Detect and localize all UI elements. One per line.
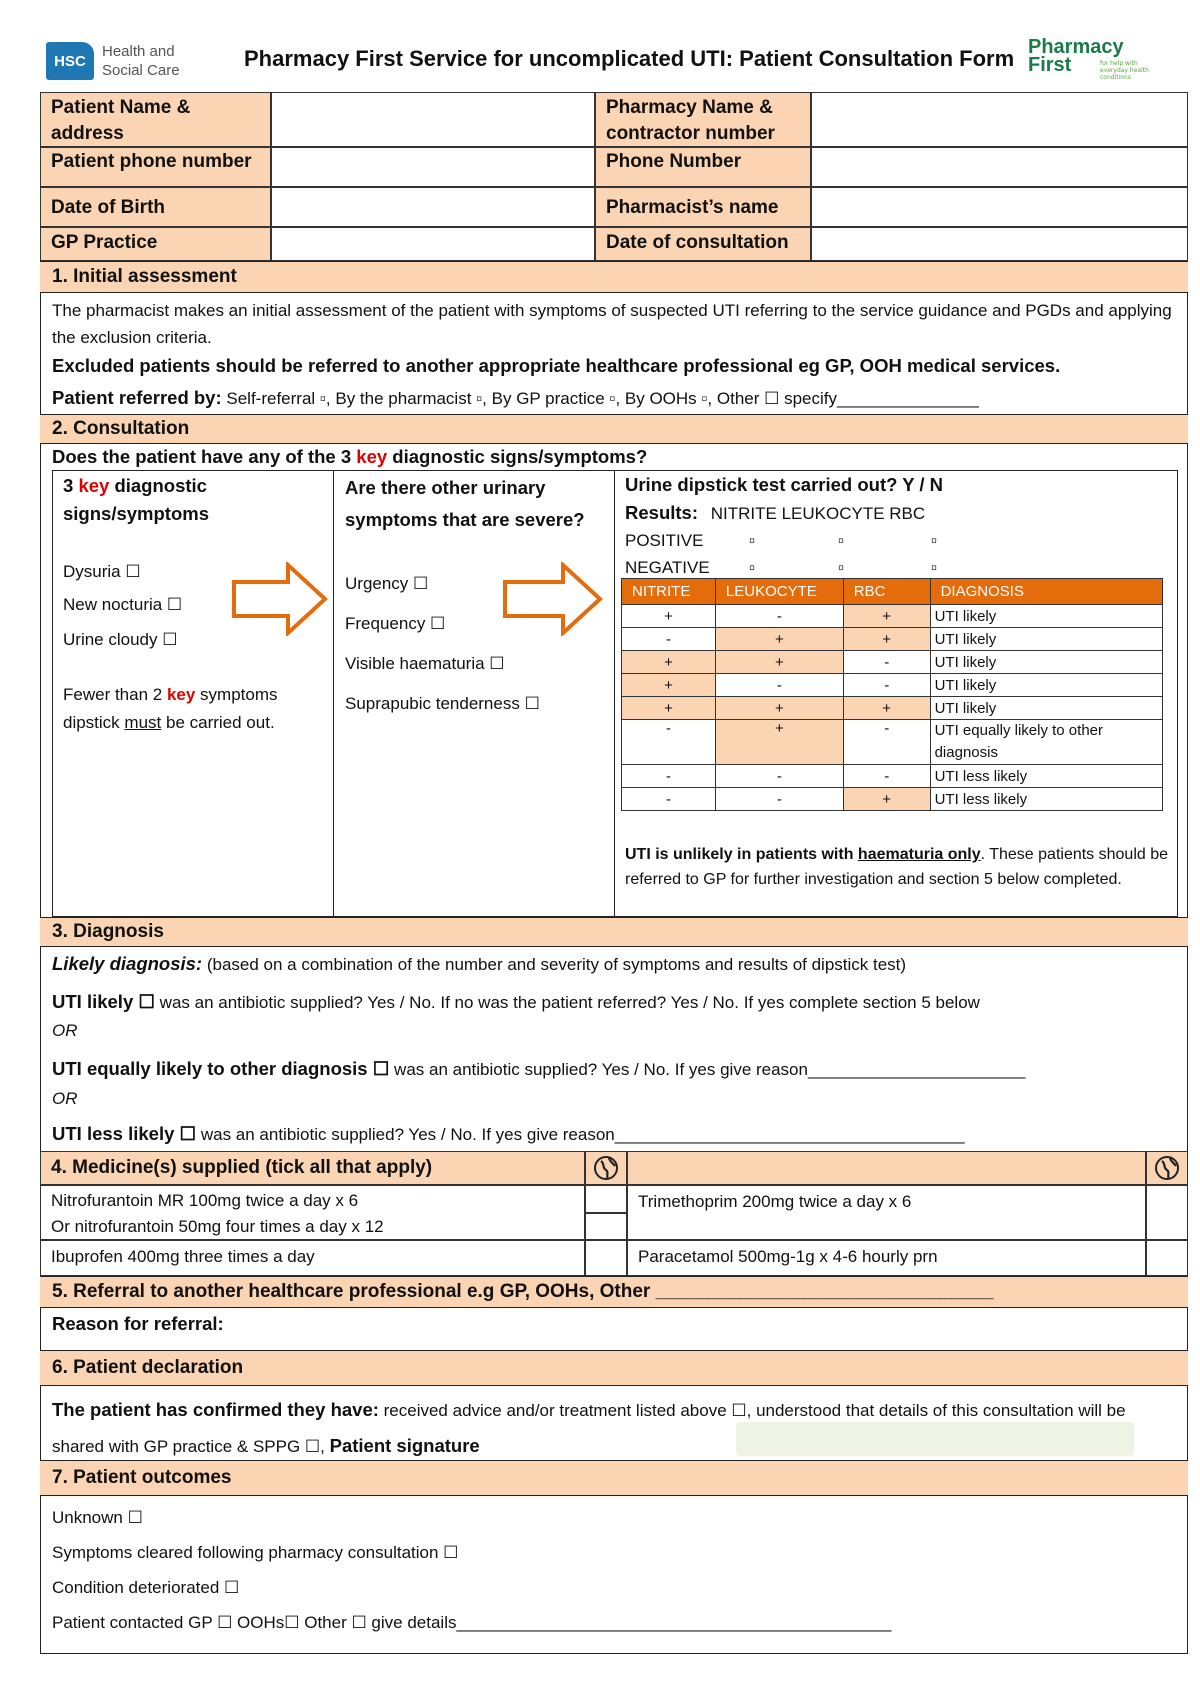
- referred-options[interactable]: Self-referral ▫, By the pharmacist ▫, By GP practice ▫, By OOHs ▫, Other ☐ specify_______________: [226, 389, 979, 408]
- outcome-unknown[interactable]: Unknown ☐: [52, 1508, 143, 1527]
- hsc-logo: [46, 42, 196, 82]
- section5-header: 5. Referral to another healthcare professional e.g GP, OOHs, Other ________________________________: [40, 1276, 1188, 1308]
- dob-field[interactable]: [271, 187, 595, 227]
- symptom-new-nocturia[interactable]: New nocturia ☐: [63, 595, 183, 614]
- negative-label: NEGATIVE: [625, 558, 710, 577]
- section1-excluded: Excluded patients should be referred to another appropriate healthcare professional eg GP, OOH medical services.: [52, 355, 1061, 376]
- symptom-dysuria[interactable]: Dysuria ☐: [63, 562, 141, 581]
- negative-rbc-checkbox[interactable]: ▫: [931, 558, 938, 577]
- uti-less-row[interactable]: UTI less likely ☐ was an antibiotic supplied? Yes / No. If yes give reason_____________________________________: [52, 1123, 965, 1144]
- pharmacy-name-field[interactable]: [811, 92, 1188, 147]
- section7-header: 7. Patient outcomes: [40, 1460, 1188, 1496]
- patient-phone-label: Patient phone number: [40, 147, 271, 187]
- dt-header-nitrite: NITRITE: [622, 579, 716, 605]
- phone-number-label: Phone Number: [595, 147, 811, 187]
- med-trimethoprim: Trimethoprim 200mg twice a day x 6: [627, 1185, 1146, 1240]
- section1-header: 1. Initial assessment: [40, 261, 1188, 293]
- section1-referred: Patient referred by: Self-referral ▫, By the pharmacist ▫, By GP practice ▫, By OOHs ▫, Other ☐ specify_______________: [52, 387, 979, 408]
- hsc-logo-text: Health and Social Care: [102, 43, 180, 79]
- haematuria-note: UTI is unlikely in patients with haematuria only. These patients should be referred to GP for further investigation and section 5 below completed.: [625, 846, 1169, 888]
- date-consultation-field[interactable]: [811, 227, 1188, 261]
- patient-signature-field[interactable]: [736, 1422, 1134, 1456]
- outcome-condition-deteriorated[interactable]: Condition deteriorated ☐: [52, 1578, 240, 1597]
- med-ibuprofen-checkbox[interactable]: [585, 1240, 627, 1276]
- pharmacy-first-logo: [1028, 38, 1158, 82]
- med-paracetamol-checkbox[interactable]: [1146, 1240, 1188, 1276]
- globe-icon: [593, 1155, 619, 1181]
- positive-rbc-checkbox[interactable]: ▫: [931, 531, 938, 550]
- dt-header-diagnosis: DIAGNOSIS: [930, 579, 1162, 605]
- grid-divider-2: [614, 470, 615, 917]
- gp-practice-field[interactable]: [271, 227, 595, 261]
- dt-row: - + - UTI equally likely to other diagnosis: [622, 720, 1163, 765]
- pharmacy-first-tagline: for help with everyday health conditions: [1100, 60, 1149, 81]
- section4-icon-cell-right: [1146, 1151, 1188, 1185]
- dt-row: + - + UTI likely: [622, 605, 1163, 628]
- dt-row: - - + UTI less likely: [622, 788, 1163, 811]
- grid-divider-1: [333, 470, 334, 917]
- referral-reason-label: Reason for referral:: [52, 1313, 224, 1334]
- med-ibuprofen: Ibuprofen 400mg three times a day: [40, 1240, 585, 1276]
- positive-label: POSITIVE: [625, 531, 704, 550]
- results-row: Results: NITRITE LEUKOCYTE RBC: [625, 502, 926, 523]
- dipstick-heading: Urine dipstick test carried out? Y / N: [625, 474, 944, 495]
- dt-row: + + + UTI likely: [622, 697, 1163, 720]
- pharmacy-first-logo-text: Pharmacy First: [1028, 36, 1124, 76]
- symptom-suprapubic-tenderness[interactable]: Suprapubic tenderness ☐: [345, 694, 540, 713]
- uti-likely-row[interactable]: UTI likely ☐ was an antibiotic supplied? Yes / No. If no was the patient referred? Yes / No. If yes complete section 5 below: [52, 991, 980, 1012]
- symptom-urgency[interactable]: Urgency ☐: [345, 574, 429, 593]
- section4-icon-cell: [585, 1151, 627, 1185]
- symptom-visible-haematuria[interactable]: Visible haematuria ☐: [345, 654, 505, 673]
- section6-header: 6. Patient declaration: [40, 1350, 1188, 1386]
- dt-header-row: [622, 579, 1163, 605]
- pharmacy-name-label: Pharmacy Name & contractor number: [595, 92, 811, 147]
- globe-icon: [1154, 1155, 1180, 1181]
- date-consultation-label: Date of consultation: [595, 227, 811, 261]
- or-separator: OR: [52, 1089, 78, 1108]
- dt-row: - + + UTI likely: [622, 628, 1163, 651]
- pharmacist-name-label: Pharmacist’s name: [595, 187, 811, 227]
- section4-header-right: [627, 1151, 1146, 1185]
- patient-phone-field[interactable]: [271, 147, 595, 187]
- arrow-right-icon: [503, 562, 603, 636]
- positive-nitrite-checkbox[interactable]: ▫: [749, 531, 756, 550]
- section2-question: Does the patient have any of the 3 key diagnostic signs/symptoms?: [52, 446, 648, 467]
- patient-name-field[interactable]: [271, 92, 595, 147]
- dt-header-rbc: RBC: [843, 579, 930, 605]
- dt-header-leukocyte: LEUKOCYTE: [715, 579, 843, 605]
- dipstick-diagnosis-table: [621, 578, 1163, 811]
- patient-name-label: Patient Name & address: [40, 92, 271, 147]
- negative-leukocyte-checkbox[interactable]: ▫: [838, 558, 845, 577]
- outcome-symptoms-cleared[interactable]: Symptoms cleared following pharmacy consultation ☐: [52, 1543, 459, 1562]
- dob-label: Date of Birth: [40, 187, 271, 227]
- symptom-urine-cloudy[interactable]: Urine cloudy ☐: [63, 630, 178, 649]
- med-nitrofurantoin: Nitrofurantoin MR 100mg twice a day x 6 Or nitrofurantoin 50mg four times a day x 12: [40, 1185, 585, 1240]
- med-nitrofurantoin-alt-checkbox[interactable]: [585, 1213, 627, 1240]
- phone-number-field[interactable]: [811, 147, 1188, 187]
- section3-header: 3. Diagnosis: [40, 917, 1188, 947]
- uti-equal-row[interactable]: UTI equally likely to other diagnosis ☐ was an antibiotic supplied? Yes / No. If yes give reason_______________________: [52, 1058, 1026, 1079]
- col1-heading: 3 key diagnostic signs/symptoms: [63, 475, 209, 524]
- arrow-right-icon: [232, 562, 328, 636]
- section2-header: 2. Consultation: [40, 414, 1188, 444]
- pharmacist-name-field[interactable]: [811, 187, 1188, 227]
- dt-row: + - - UTI likely: [622, 674, 1163, 697]
- col1-note: Fewer than 2 key symptoms dipstick must be carried out.: [63, 685, 278, 732]
- patient-declaration: The patient has confirmed they have: received advice and/or treatment listed above ☐, understood that details of this consultation will be shared with GP practice & SPPG ☐, Patient signature: [52, 1399, 1126, 1456]
- dt-row: - - - UTI less likely: [622, 765, 1163, 788]
- med-trimethoprim-checkbox[interactable]: [1146, 1185, 1188, 1240]
- gp-practice-label: GP Practice: [40, 227, 271, 261]
- negative-nitrite-checkbox[interactable]: ▫: [749, 558, 756, 577]
- dt-row: + + - UTI likely: [622, 651, 1163, 674]
- or-separator: OR: [52, 1021, 78, 1040]
- col2-heading: Are there other urinary symptoms that are severe?: [345, 477, 585, 530]
- section1-body: The pharmacist makes an initial assessment of the patient with symptoms of suspected UTI referring to the service guidance and PGDs and applying the exclusion criteria.: [52, 301, 1172, 347]
- referral-reason-field[interactable]: [270, 1310, 1170, 1340]
- symptom-frequency[interactable]: Frequency ☐: [345, 614, 446, 633]
- outcome-patient-contacted[interactable]: Patient contacted GP ☐ OOHs☐ Other ☐ give details______________________________________________: [52, 1613, 892, 1632]
- positive-leukocyte-checkbox[interactable]: ▫: [838, 531, 845, 550]
- page-title: Pharmacy First Service for uncomplicated UTI: Patient Consultation Form: [244, 46, 1015, 71]
- likely-diagnosis: Likely diagnosis: (based on a combination of the number and severity of symptoms and results of dipstick test): [52, 953, 907, 974]
- med-paracetamol: Paracetamol 500mg-1g x 4-6 hourly prn: [627, 1240, 1146, 1276]
- hsc-logo-box: HSC: [46, 42, 94, 80]
- med-nitrofurantoin-checkbox[interactable]: [585, 1185, 627, 1213]
- section4-header: 4. Medicine(s) supplied (tick all that apply): [40, 1151, 585, 1185]
